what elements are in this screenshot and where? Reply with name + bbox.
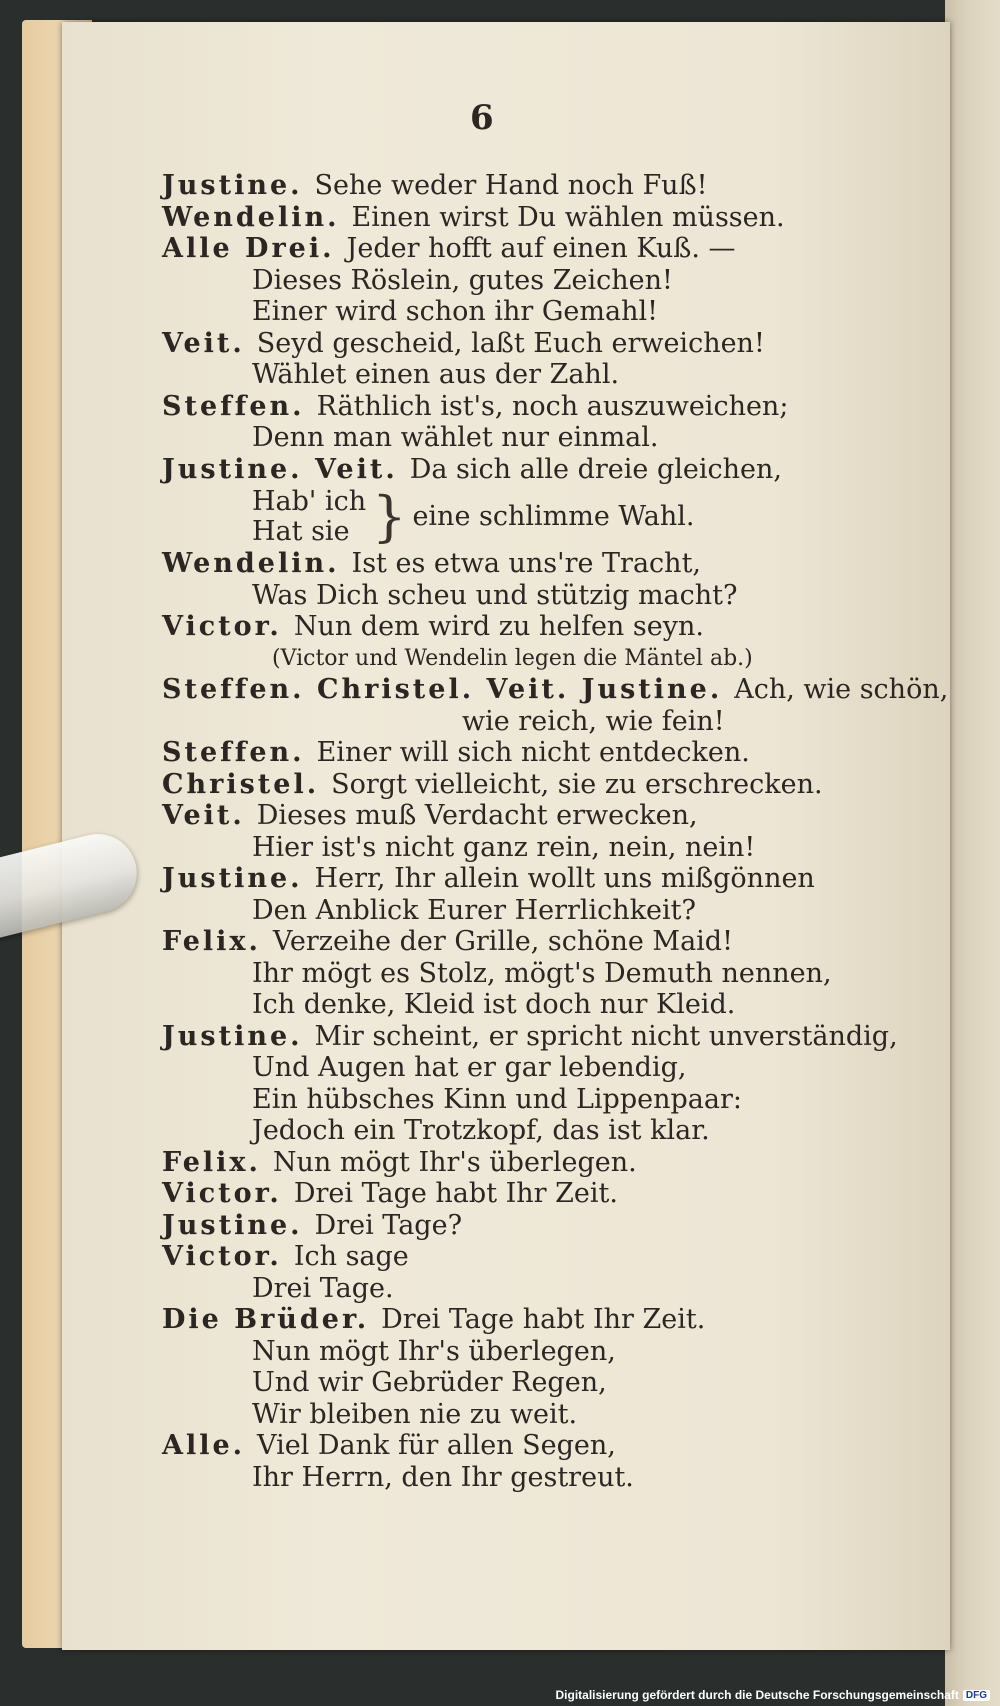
verse-line [162,1147,922,1179]
verse-line [162,1021,922,1053]
verse-text: Drei Tage. [252,1272,394,1304]
verse-line [162,1241,922,1273]
speaker: Steffen. [162,390,305,422]
verse-text: Ich sage [293,1241,409,1272]
speaker: Felix. [162,1146,261,1178]
verse-line [162,958,922,990]
speaker: Justine. Veit. [162,453,398,485]
verse-text: Und Augen hat er gar lebendig, [252,1052,687,1083]
verse-text: Räthlich ist's, noch auszuweichen; [316,390,789,422]
speaker: Wendelin. [162,548,340,579]
verse-line [162,391,922,423]
verse-text: Ich denke, Kleid ist doch nur Kleid. [252,989,736,1020]
page-number: 6 [470,98,494,138]
brace-option: Hat sie [252,515,350,547]
play-text [162,170,949,1493]
verse-text: Da sich alle dreie gleichen, [409,453,782,485]
verse-text: Viel Dank für allen Segen, [257,1430,616,1461]
verse-text: Hier ist's nicht ganz rein, nein, nein! [252,831,756,863]
verse-line [162,170,922,202]
speaker: Justine. [162,1020,303,1052]
verse-text: Dieses Röslein, gutes Zeichen! [252,264,673,296]
verse-line [162,1115,922,1147]
verse-text: Dieses muß Verdacht erwecken, [256,800,698,831]
verse-text: Sorgt vielleicht, sie zu erschrecken. [331,768,823,800]
verse-line [162,769,922,801]
speaker: Veit. [162,327,245,359]
verse-text: Herr, Ihr allein wollt uns mißgönnen [314,863,815,894]
verse-line [162,895,922,927]
verse-text: Den Anblick Eurer Herrlichkeit? [252,894,696,926]
verse-line [162,1052,922,1084]
verse-text: Einen wirst Du wählen müssen. [351,201,785,233]
speaker: Die Brüder. [162,1304,370,1335]
verse-text: Sehe weder Hand noch Fuß! [314,170,708,201]
verse-text: Ein hübsches Kinn und Lippenpaar: [252,1083,742,1115]
verse-line [162,202,922,234]
speaker: Alle. [162,1430,246,1461]
verse-text: Drei Tage habt Ihr Zeit. [293,1178,618,1209]
speaker: Veit. [162,800,245,831]
verse-line [162,706,922,738]
verse-line [162,548,922,580]
verse-line [162,265,922,297]
verse-line [162,989,922,1021]
verse-line [162,800,922,832]
verse-text: Und wir Gebrüder Regen, [252,1367,607,1398]
verse-text: Wir bleiben nie zu weit. [252,1398,578,1430]
speaker: Justine. [162,1209,303,1241]
verse-line [162,359,922,391]
digitization-credit [555,1688,990,1702]
verse-text: Seyd gescheid, laßt Euch erweichen! [256,327,765,359]
speaker: Steffen. Christel. Veit. Justine. [162,674,723,705]
verse-line [162,422,922,454]
verse-text: Verzeihe der Grille, schöne Maid! [272,926,733,957]
verse-line [162,832,922,864]
verse-text: Wählet einen aus der Zahl. [252,359,620,390]
verse-text: Mir scheint, er spricht nicht unverständig, [314,1020,898,1052]
brace-option: Hab' ich [252,485,367,517]
verse-text: Nun dem wird zu helfen seyn. [293,611,704,642]
verse-line [162,611,922,643]
verse-line [162,1367,922,1399]
verse-text: Jedoch ein Trotzkopf, das ist klar. [252,1115,710,1146]
verse-text: Denn man wählet nur einmal. [252,422,659,453]
verse-line [162,1336,922,1368]
verse-text: Nun mögt Ihr's überlegen, [252,1335,616,1367]
speaker: Christel. [162,768,320,800]
verse-line [162,296,922,328]
speaker: Steffen. [162,737,305,768]
speaker: Victor. [162,611,282,642]
verse-text: Ist es etwa uns're Tracht, [351,548,702,579]
verse-line [162,1084,922,1116]
verse-text: Jeder hofft auf einen Kuß. — [346,233,736,264]
verse-line [162,454,922,486]
verse-line [162,1304,922,1336]
verse-line [162,863,922,895]
speaker: Justine. [162,170,303,201]
verse-text: Was Dich scheu und stützig macht? [252,579,738,611]
verse-text: Ihr mögt es Stolz, mögt's Demuth nennen, [252,957,832,989]
verse-text: Drei Tage? [314,1209,463,1241]
verse-line [162,674,949,706]
verse-line [162,1399,922,1431]
verse-line [162,1462,922,1494]
credit-text: Digitalisierung gefördert durch die Deutsche Forschungsgemeinschaft [555,1688,959,1702]
curly-brace: } [372,484,407,548]
verse-text: Einer will sich nicht entdecken. [316,737,750,768]
verse-text: Ihr Herrn, den Ihr gestreut. [252,1461,634,1493]
verse-line [162,1273,922,1305]
dfg-logo: DFG [963,1690,990,1701]
verse-line [162,580,922,612]
speaker: Victor. [162,1241,282,1272]
verse-line [162,1210,922,1242]
verse-line [162,1430,922,1462]
speaker: Felix. [162,926,261,957]
verse-text: Ach, wie schön, [734,674,949,705]
verse-text: Nun mögt Ihr's überlegen. [272,1146,637,1178]
brace-verse [162,485,922,548]
verse-text: wie reich, wie fein! [462,705,725,737]
speaker: Victor. [162,1178,282,1209]
speaker: Justine. [162,863,303,894]
verse-line [162,328,922,360]
verse-text: eine schlimme Wahl. [412,500,695,532]
verse-line [162,926,922,958]
brace-alternatives [252,487,366,547]
facing-page-edge [945,0,1000,1706]
stage-direction: (Victor und Wendelin legen die Mäntel ab.) [272,645,753,671]
verse-line [162,233,922,265]
speaker: Wendelin. [162,201,340,233]
verse-text: Einer wird schon ihr Gemahl! [252,296,658,327]
speaker: Alle Drei. [162,233,335,264]
verse-text: Drei Tage habt Ihr Zeit. [381,1304,706,1335]
verse-line [162,1178,922,1210]
verse-line [162,737,922,769]
